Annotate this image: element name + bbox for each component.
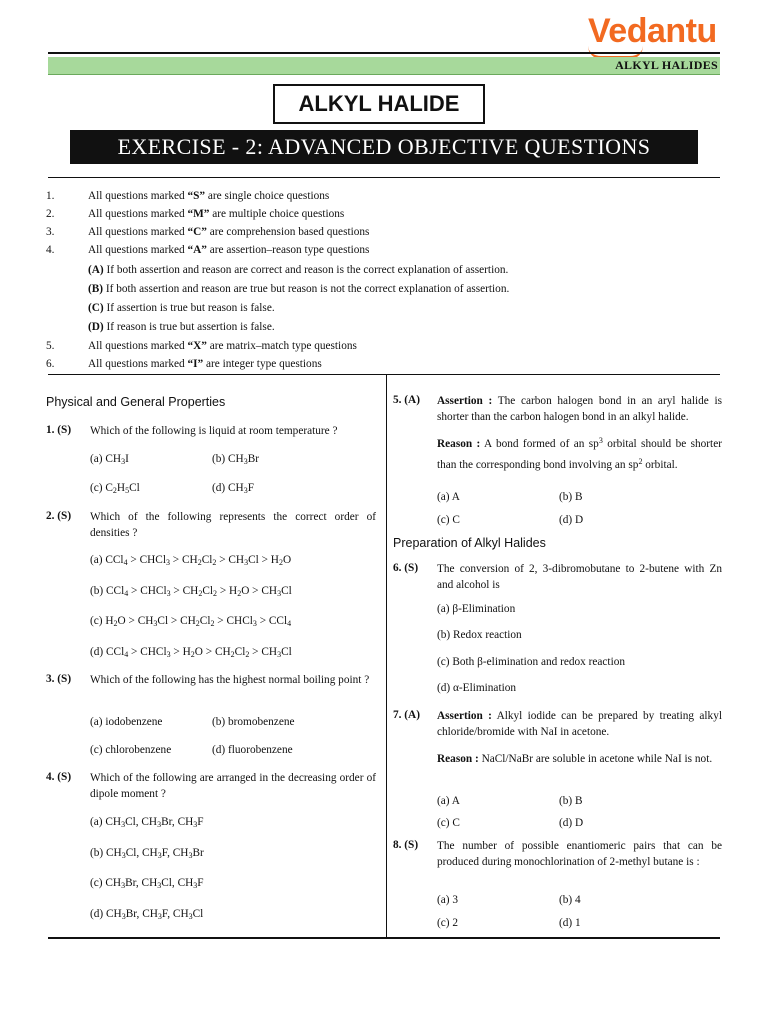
option: (a) A <box>437 491 460 503</box>
exercise-banner: EXERCISE - 2: ADVANCED OBJECTIVE QUESTIONS <box>70 130 698 164</box>
option: (d) D <box>559 514 584 526</box>
question-number: 3. (S) <box>46 673 72 685</box>
question-text: The number of possible enantiomeric pairs that can be produced during monochlorination of 2-methyl butane is : <box>437 840 722 868</box>
option: (a) β-Elimination <box>437 603 516 615</box>
option: (b) bromobenzene <box>212 716 295 728</box>
question-number: 1. (S) <box>46 424 72 436</box>
option: (d) fluorobenzene <box>212 744 293 756</box>
option: (c) $C_2H_5Cl$ <box>90 482 140 495</box>
assertion-option: (B) If both assertion and reason are true but reason is not the correct explanation of assertion. <box>88 283 510 295</box>
option: (b) $CH_3Br$ <box>212 453 259 466</box>
assertion-option: (D) If reason is true but assertion is false. <box>88 321 275 333</box>
option: (c) $CH_3Br$, $CH_3Cl$, $CH_3F$ <box>90 877 204 890</box>
divider <box>48 937 720 939</box>
option: (d) D <box>559 817 584 829</box>
assertion-option: (C) If assertion is true but reason is false. <box>88 302 275 314</box>
question-text: Which of the following has the highest normal boiling point ? <box>90 674 370 686</box>
reason-text: Reason : NaCl/NaBr are soluble in acetone while NaI is not. <box>437 753 713 765</box>
option: (a) iodobenzene <box>90 716 163 728</box>
question-text: The conversion of 2, 3-dibromobutane to 2-butene with Zn and alcohol is <box>437 563 722 591</box>
section-heading: Physical and General Properties <box>46 395 226 409</box>
option: (d) $CH_3F$ <box>212 482 254 495</box>
option: (b) B <box>559 795 583 807</box>
assertion-text: Assertion : Alkyl iodide can be prepared by treating alkyl chloride/bromide with NaI in acetone. <box>437 710 722 738</box>
vedantu-logo: Vedantu <box>588 12 717 51</box>
option: (a) CCl$_4$ > CHCl$_3$ > $CH_2Cl_2 > CH_3Cl > H_2O$ <box>90 554 292 567</box>
reason-text: Reason : A bond formed of an $sp^3$ orbital should be shorter than the corresponding bond involving an $sp^2$ orbital. <box>437 436 722 471</box>
option: (d) CCl$_4$ > CHCl$_3$ > $H_2O > CH_2Cl_2 > CH_3Cl$ <box>90 646 292 659</box>
divider <box>48 374 720 375</box>
option: (b) CCl$_4$ > CHCl$_3$ > $CH_2Cl_2 > H_2O > CH_3Cl$ <box>90 585 292 598</box>
assertion-option: (A) If both assertion and reason are correct and reason is the correct explanation of assertion. <box>88 264 509 276</box>
option: (c) C <box>437 514 460 526</box>
question-number: 6. (S) <box>393 562 419 574</box>
question-number: 2. (S) <box>46 510 72 522</box>
option: (c) $H_2O > CH_3Cl > CH_2Cl_2$ > CHCl$_3$ > CCl$_4$ <box>90 615 292 628</box>
option: (d) $CH_3Br$, $CH_3F$, $CH_3Cl$ <box>90 908 204 921</box>
question-number: 5. (A) <box>393 394 420 406</box>
option: (a) $CH_3Cl$, $CH_3Br$, $CH_3F$ <box>90 816 204 829</box>
option: (c) chlorobenzene <box>90 744 172 756</box>
option: (b) B <box>559 491 583 503</box>
option: (b) 4 <box>559 894 581 906</box>
question-number: 8. (S) <box>393 839 419 851</box>
chapter-name: ALKYL HALIDES <box>615 58 718 72</box>
option: (b) $CH_3Cl$, $CH_3F$, $CH_3Br$ <box>90 847 204 860</box>
option: (a) 3 <box>437 894 459 906</box>
option: (d) 1 <box>559 917 581 929</box>
option: (c) Both β-elimination and redox reaction <box>437 656 626 668</box>
assertion-text: Assertion : The carbon halogen bond in an aryl halide is shorter than the carbon halogen bond in an alkyl halide. <box>437 395 722 423</box>
section-heading: Preparation of Alkyl Halides <box>393 536 546 550</box>
option: (c) 2 <box>437 917 459 929</box>
question-number: 7. (A) <box>393 709 420 721</box>
option: (a) A <box>437 795 460 807</box>
option: (d) α-Elimination <box>437 682 517 694</box>
question-text: Which of the following is liquid at room temperature ? <box>90 425 338 437</box>
header-rule <box>48 52 720 54</box>
page-title: ALKYL HALIDE <box>273 84 485 124</box>
option: (b) Redox reaction <box>437 629 522 641</box>
option: (c) C <box>437 817 460 829</box>
question-text: Which of the following are arranged in the decreasing order of dipole moment ? <box>90 772 376 800</box>
column-divider <box>386 374 387 937</box>
option: (a) $CH_3I$ <box>90 453 129 466</box>
question-text: Which of the following represents the correct order of densities ? <box>90 511 376 539</box>
question-number: 4. (S) <box>46 771 72 783</box>
divider <box>48 177 720 178</box>
